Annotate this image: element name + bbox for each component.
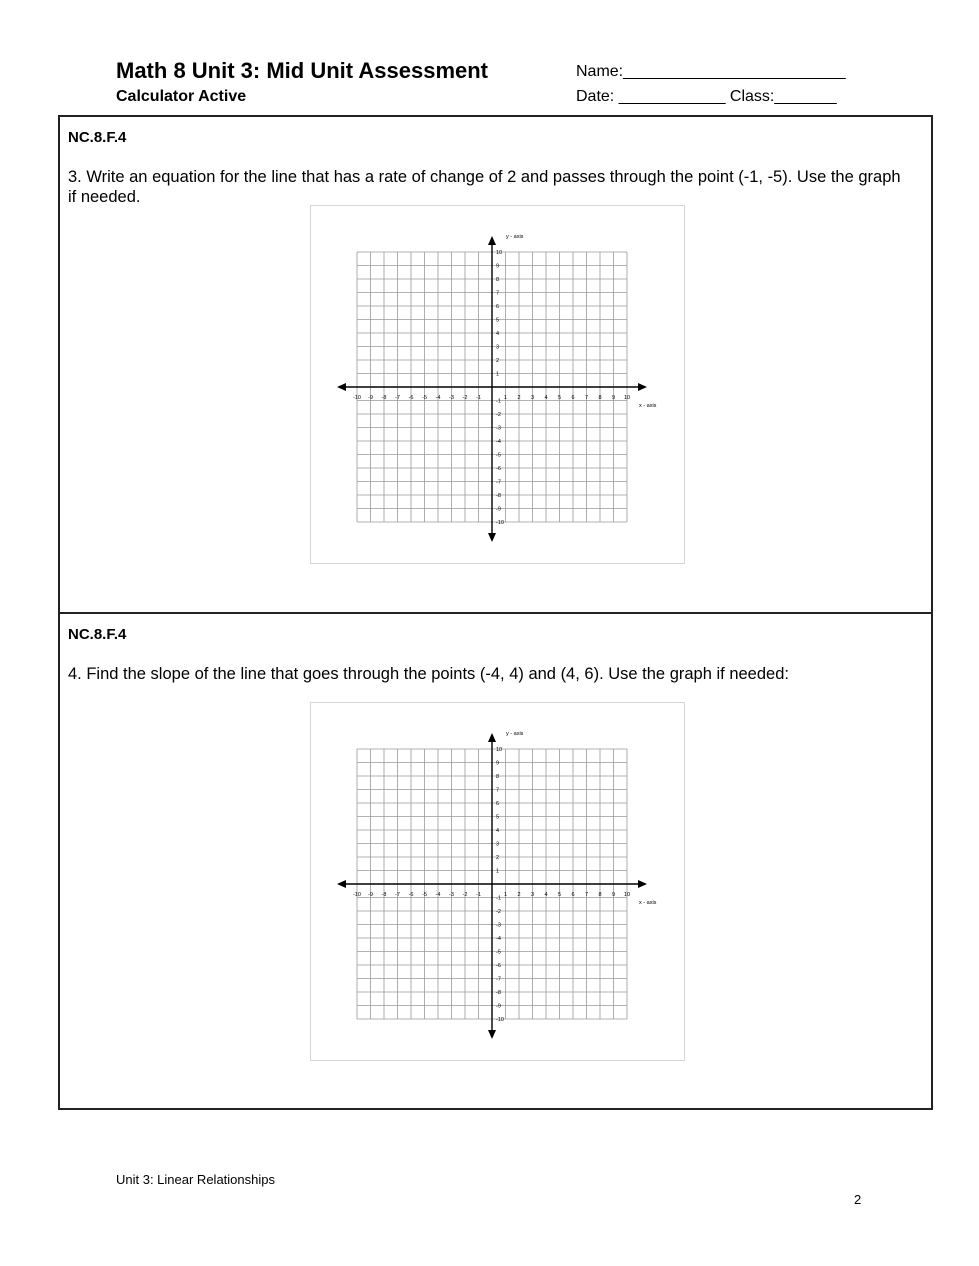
arrow-down-icon — [488, 533, 496, 542]
x-tick-label: 8 — [598, 395, 602, 401]
arrow-left-icon — [337, 880, 346, 888]
x-tick-label: 5 — [557, 892, 562, 898]
x-tick-label: -1 — [476, 892, 481, 898]
x-tick-label: 9 — [611, 892, 616, 898]
x-tick-label: -10 — [353, 395, 361, 401]
x-tick-label: 7 — [584, 395, 589, 401]
y-tick-label: 3 — [496, 344, 500, 351]
question-standard: NC.8.F.4 — [68, 129, 127, 146]
y-tick-label: -6 — [496, 466, 501, 472]
arrow-up-icon — [488, 733, 496, 742]
y-tick-label: -1 — [496, 398, 501, 405]
y-tick-label: -8 — [496, 493, 501, 499]
question-text: 4. Find the slope of the line that goes through the points (-4, 4) and (4, 6). Use the graph if needed: — [68, 665, 789, 683]
coordinate-plane — [311, 703, 684, 1060]
y-tick-label: -6 — [496, 963, 501, 969]
x-tick-label: 6 — [571, 395, 575, 401]
y-tick-label: 6 — [496, 304, 500, 310]
y-tick-label: -3 — [496, 425, 501, 432]
y-tick-label: -4 — [496, 439, 501, 445]
y-tick-label: -9 — [496, 506, 501, 513]
x-tick-label: -3 — [449, 892, 454, 898]
x-tick-label: -4 — [435, 395, 441, 401]
x-tick-label: -6 — [408, 395, 414, 401]
question-standard: NC.8.F.4 — [68, 626, 127, 643]
x-tick-label: 9 — [611, 395, 616, 401]
x-tick-label: 2 — [517, 892, 521, 898]
coordinate-plane-graph[interactable] — [310, 205, 685, 564]
y-tick-label: -4 — [496, 936, 501, 942]
x-tick-label: 4 — [544, 892, 548, 898]
y-tick-label: -5 — [496, 452, 501, 459]
y-axis-label: y - axis — [506, 731, 524, 737]
y-tick-label: -2 — [496, 909, 501, 915]
coordinate-plane-graph[interactable] — [310, 702, 685, 1061]
y-tick-label: 10 — [496, 747, 503, 753]
x-tick-label: 2 — [517, 395, 521, 401]
x-tick-label: -9 — [368, 395, 373, 401]
x-tick-label: 5 — [557, 395, 562, 401]
x-tick-label: 10 — [623, 892, 631, 898]
page-title: Math 8 Unit 3: Mid Unit Assessment — [116, 58, 489, 83]
y-tick-label: 2 — [496, 358, 500, 364]
y-tick-label: 2 — [496, 855, 500, 861]
coordinate-plane — [311, 206, 684, 563]
page-subtitle: Calculator Active — [116, 88, 247, 105]
y-tick-label: 6 — [496, 801, 500, 807]
y-axis-label: y - axis — [506, 234, 524, 240]
y-tick-label: -7 — [496, 976, 501, 983]
x-axis-label: x - axis — [639, 403, 657, 409]
y-tick-label: 4 — [496, 331, 500, 337]
x-tick-label: -5 — [422, 395, 427, 401]
y-tick-label: -8 — [496, 990, 501, 996]
y-tick-label: 1 — [496, 371, 500, 378]
x-tick-label: 1 — [503, 395, 508, 401]
y-tick-label: -1 — [496, 895, 501, 902]
x-tick-label: -2 — [462, 892, 468, 898]
x-tick-label: -5 — [422, 892, 427, 898]
x-tick-label: 4 — [544, 395, 548, 401]
arrow-left-icon — [337, 383, 346, 391]
y-tick-label: -2 — [496, 412, 501, 418]
y-tick-label: 7 — [496, 787, 500, 794]
x-tick-label: 7 — [584, 892, 589, 898]
x-tick-label: -6 — [408, 892, 414, 898]
y-tick-label: 5 — [496, 814, 500, 821]
name-field[interactable]: Name:_________________________ — [576, 63, 846, 80]
y-tick-label: 9 — [496, 263, 500, 270]
y-tick-label: -10 — [496, 520, 504, 526]
x-tick-label: -9 — [368, 892, 373, 898]
x-tick-label: -8 — [381, 395, 387, 401]
y-tick-label: 8 — [496, 277, 500, 283]
arrow-up-icon — [488, 236, 496, 245]
x-tick-label: -10 — [353, 892, 361, 898]
y-tick-label: 8 — [496, 774, 500, 780]
page-number: 2 — [854, 1192, 862, 1207]
y-tick-label: -5 — [496, 949, 501, 956]
x-tick-label: 3 — [530, 395, 535, 401]
y-tick-label: -9 — [496, 1003, 501, 1010]
question-text: 3. Write an equation for the line that has a rate of change of 2 and passes through the point (-1, -5). Use the graph if needed. — [68, 168, 901, 206]
x-tick-label: 6 — [571, 892, 575, 898]
x-tick-label: -4 — [435, 892, 441, 898]
x-tick-label: -7 — [395, 395, 400, 401]
x-tick-label: -3 — [449, 395, 454, 401]
y-tick-label: 7 — [496, 290, 500, 297]
y-tick-label: 10 — [496, 250, 503, 256]
arrow-down-icon — [488, 1030, 496, 1039]
question-4-box — [58, 612, 933, 1110]
x-tick-label: 1 — [503, 892, 508, 898]
x-tick-label: -2 — [462, 395, 468, 401]
arrow-right-icon — [638, 383, 647, 391]
x-axis-label: x - axis — [639, 900, 657, 906]
x-tick-label: -8 — [381, 892, 387, 898]
x-tick-label: 10 — [623, 395, 631, 401]
x-tick-label: -7 — [395, 892, 400, 898]
y-tick-label: 4 — [496, 828, 500, 834]
y-tick-label: 9 — [496, 760, 500, 767]
y-tick-label: -3 — [496, 922, 501, 929]
x-tick-label: 3 — [530, 892, 535, 898]
x-tick-label: 8 — [598, 892, 602, 898]
y-tick-label: -10 — [496, 1017, 504, 1023]
x-tick-label: -1 — [476, 395, 481, 401]
date-class-field[interactable]: Date: ____________ Class:_______ — [576, 88, 837, 105]
y-tick-label: 5 — [496, 317, 500, 324]
y-tick-label: 1 — [496, 868, 500, 875]
arrow-right-icon — [638, 880, 647, 888]
footer-unit-label: Unit 3: Linear Relationships — [116, 1172, 275, 1187]
question-3-box — [58, 115, 933, 614]
y-tick-label: -7 — [496, 479, 501, 486]
y-tick-label: 3 — [496, 841, 500, 848]
